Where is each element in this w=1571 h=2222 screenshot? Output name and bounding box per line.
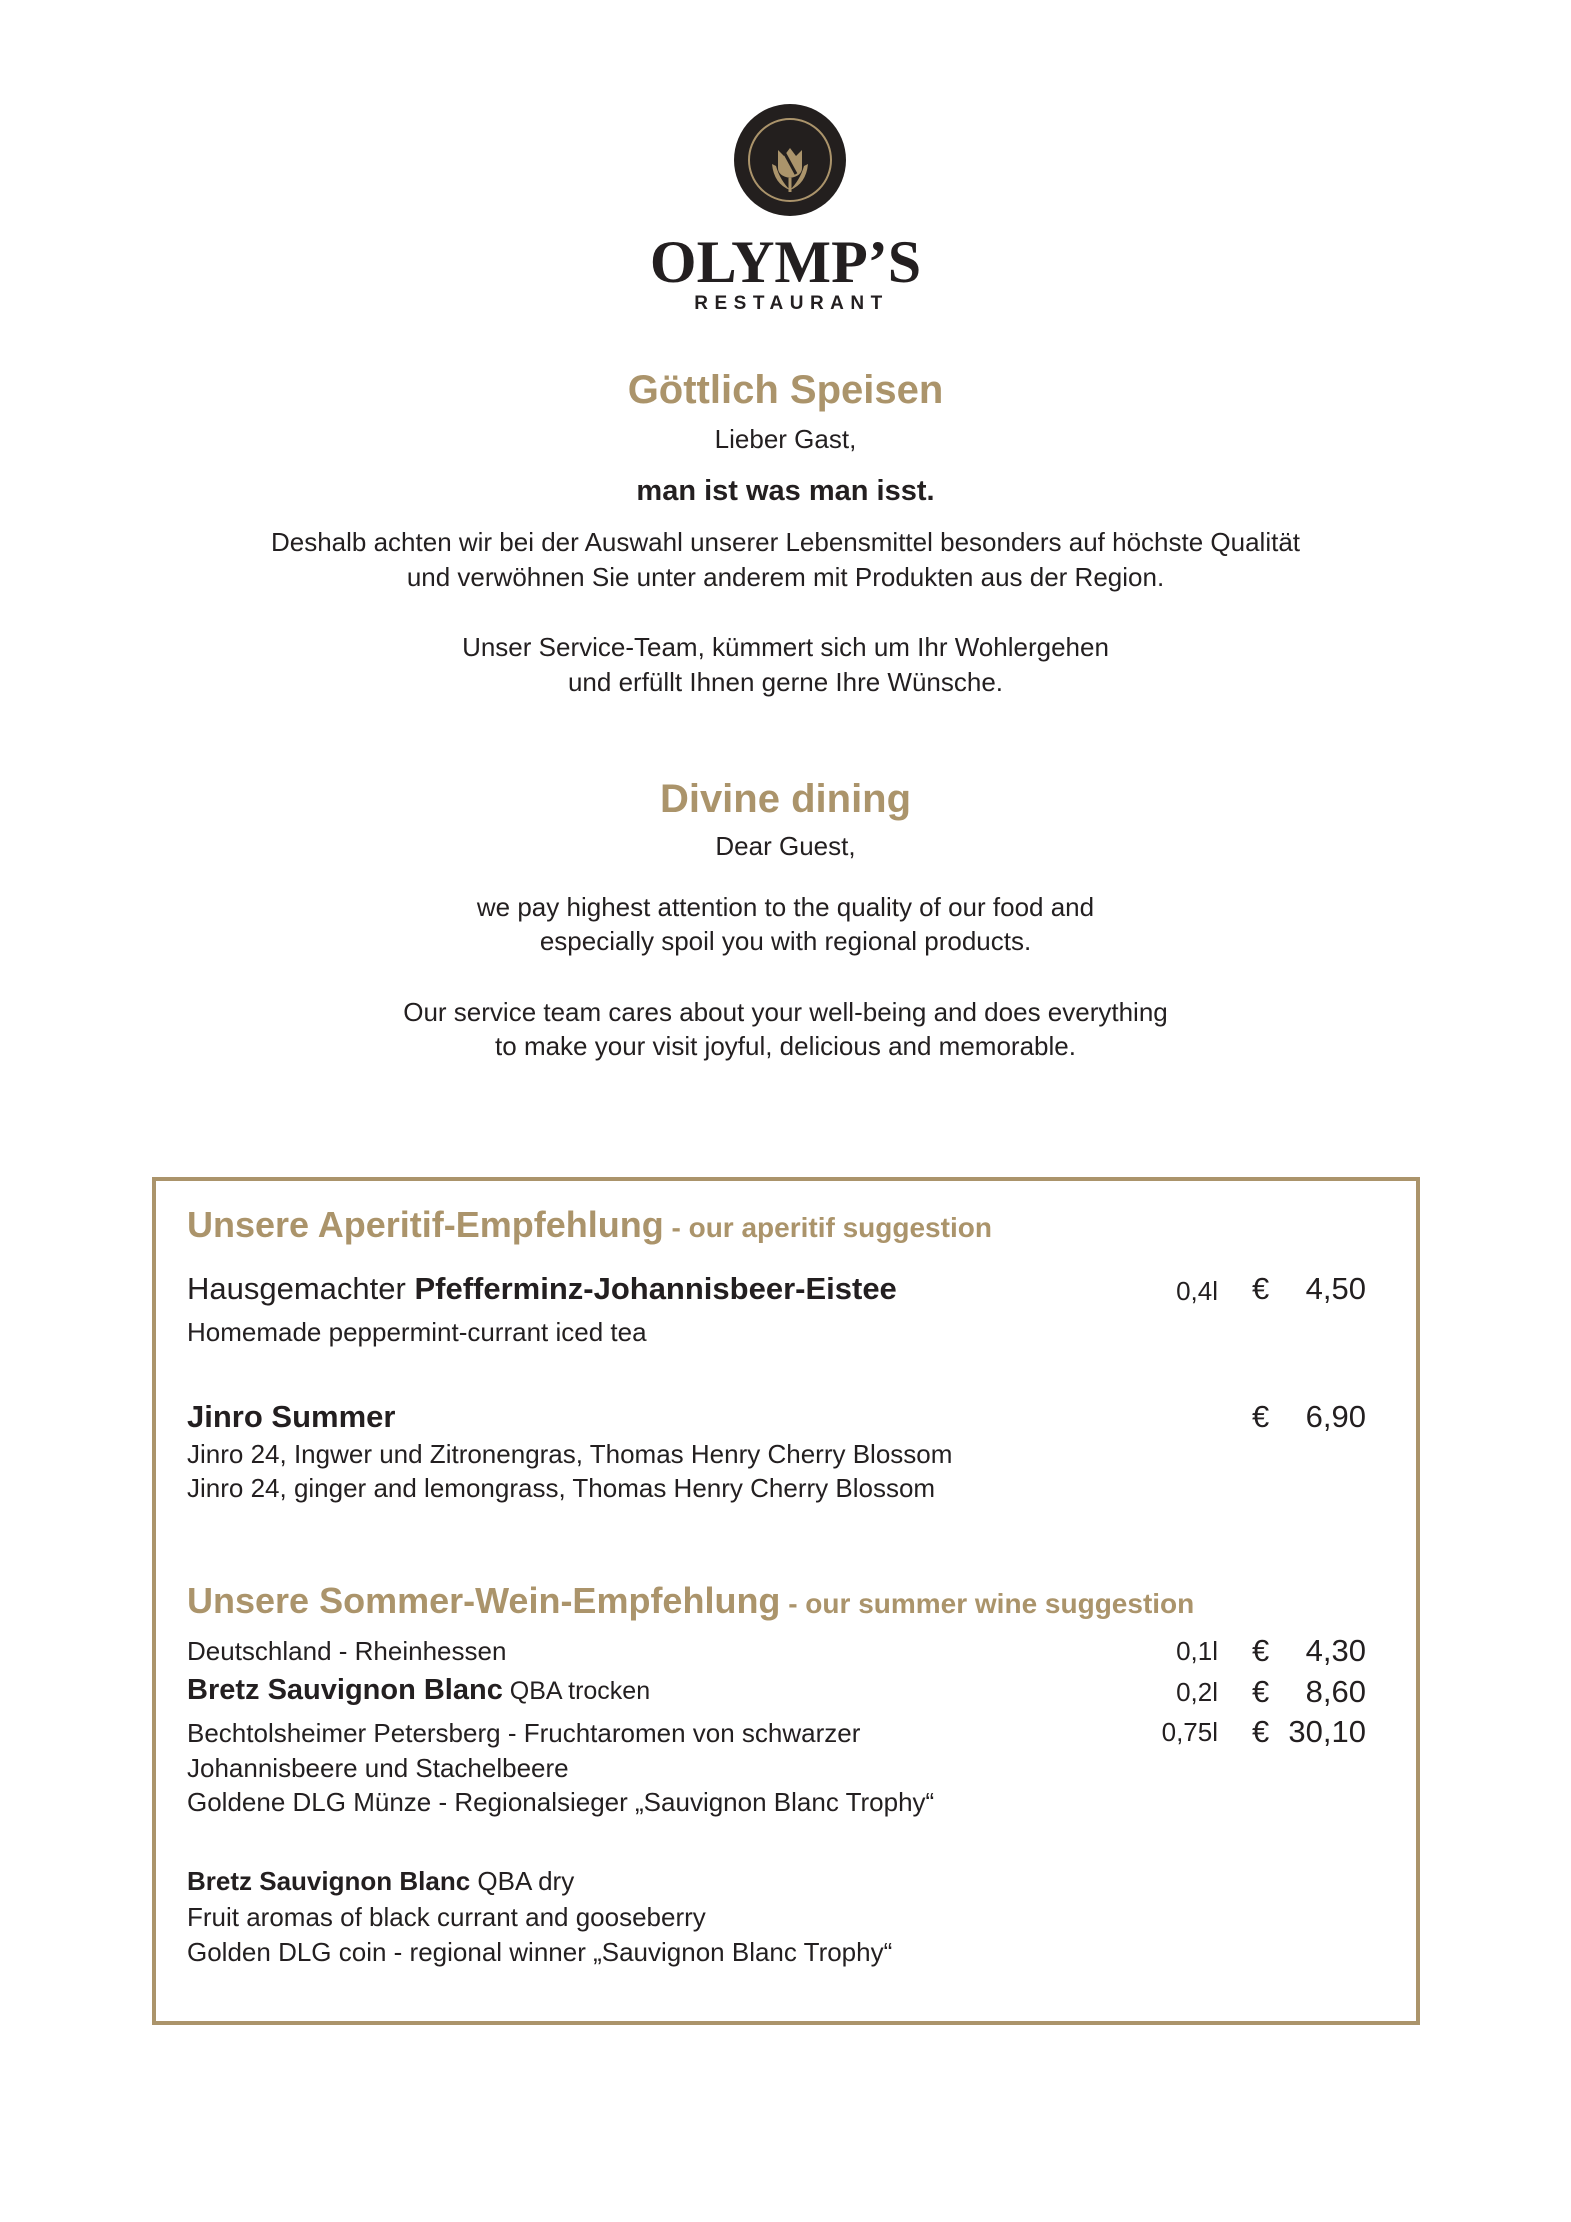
restaurant-logo (734, 104, 846, 216)
salutation-en: Dear Guest, (715, 831, 856, 861)
wine-heading-de: Unsere Sommer-Wein-Empfehlung (187, 1580, 781, 1621)
wine-title (187, 1676, 650, 1705)
wine-title-en-bold: Bretz Sauvignon Blanc (187, 1866, 471, 1896)
wine-title-en (187, 1868, 574, 1894)
menu-item-title (187, 1273, 897, 1304)
wine-description-de: Bechtolsheimer Petersberg - Fruchtaromen von schwarzer (187, 1718, 861, 1748)
menu-item-title-bold: Pfefferminz-Johannisbeer-Eistee (414, 1271, 897, 1306)
wine-price: 8,60 (1305, 1674, 1366, 1709)
wine-description-en: Fruit aromas of black currant and gooseberry (187, 1902, 706, 1932)
currency-symbol: € (1252, 1399, 1270, 1434)
intro-en-line: Our service team cares about your well-being and does everything (403, 997, 1168, 1027)
wine-origin: Deutschland - Rheinhessen (187, 1636, 507, 1666)
intro-de-line: Unser Service-Team, kümmert sich um Ihr Wohlergehen (462, 632, 1109, 662)
aperitif-heading (187, 1204, 992, 1245)
wine-volume: 0,1l (1176, 1636, 1218, 1666)
wine-price: 4,30 (1305, 1633, 1366, 1668)
menu-item-volume: 0,4l (1176, 1276, 1218, 1306)
currency-symbol: € (1252, 1271, 1270, 1306)
intro-de-line: und verwöhnen Sie unter anderem mit Produkten aus der Region. (406, 562, 1165, 592)
menu-item-description: Homemade peppermint-currant iced tea (187, 1317, 647, 1347)
aperitif-heading-de: Unsere Aperitif-Empfehlung (187, 1204, 664, 1245)
wine-heading-en: - our summer wine suggestion (780, 1588, 1195, 1619)
wine-title-en-suffix: QBA dry (470, 1866, 575, 1896)
menu-item-title (187, 1401, 395, 1432)
wine-description-de: Goldene DLG Münze - Regionalsieger „Sauvignon Blanc Trophy“ (187, 1787, 935, 1817)
menu-item-description: Jinro 24, ginger and lemongrass, Thomas Henry Cherry Blossom (187, 1473, 936, 1503)
menu-item-description: Jinro 24, Ingwer und Zitronengras, Thomas Henry Cherry Blossom (187, 1439, 953, 1469)
intro-en-line: especially spoil you with regional products. (539, 926, 1032, 956)
tulip-emblem-icon (734, 104, 846, 216)
menu-item-title-prefix: Hausgemachter (187, 1271, 415, 1306)
heading-divine-dining: Divine dining (659, 777, 912, 821)
heading-goettlich-speisen: Göttlich Speisen (627, 368, 944, 412)
aperitif-heading-en: - our aperitif suggestion (663, 1212, 992, 1243)
wine-description-de: Johannisbeere und Stachelbeere (187, 1753, 569, 1783)
intro-de-line: und erfüllt Ihnen gerne Ihre Wünsche. (567, 667, 1004, 697)
wine-heading (187, 1580, 1195, 1621)
menu-item-price: 6,90 (1305, 1399, 1366, 1434)
intro-en-line: to make your visit joyful, delicious and memorable. (495, 1031, 1076, 1061)
currency-symbol: € (1252, 1714, 1270, 1749)
currency-symbol: € (1252, 1633, 1270, 1668)
wine-title-suffix: QBA trocken (502, 1677, 651, 1705)
brand-name: OLYMP’S (649, 229, 922, 295)
motto: man ist was man isst. (636, 475, 935, 507)
wine-price: 30,10 (1288, 1714, 1366, 1749)
wine-title-bold: Bretz Sauvignon Blanc (187, 1674, 503, 1706)
wine-volume: 0,2l (1176, 1677, 1218, 1707)
salutation-de: Lieber Gast, (714, 424, 857, 454)
currency-symbol: € (1252, 1674, 1270, 1709)
wine-description-en: Golden DLG coin - regional winner „Sauvignon Blanc Trophy“ (187, 1937, 893, 1967)
intro-de-line: Deshalb achten wir bei der Auswahl unserer Lebensmittel besonders auf höchste Qualität (270, 527, 1301, 557)
wine-volume: 0,75l (1161, 1717, 1218, 1747)
menu-item-title-bold: Jinro Summer (187, 1399, 396, 1434)
menu-item-price: 4,50 (1305, 1271, 1366, 1306)
intro-en-line: we pay highest attention to the quality of our food and (476, 892, 1095, 922)
brand-subtitle: RESTAURANT (694, 293, 889, 314)
